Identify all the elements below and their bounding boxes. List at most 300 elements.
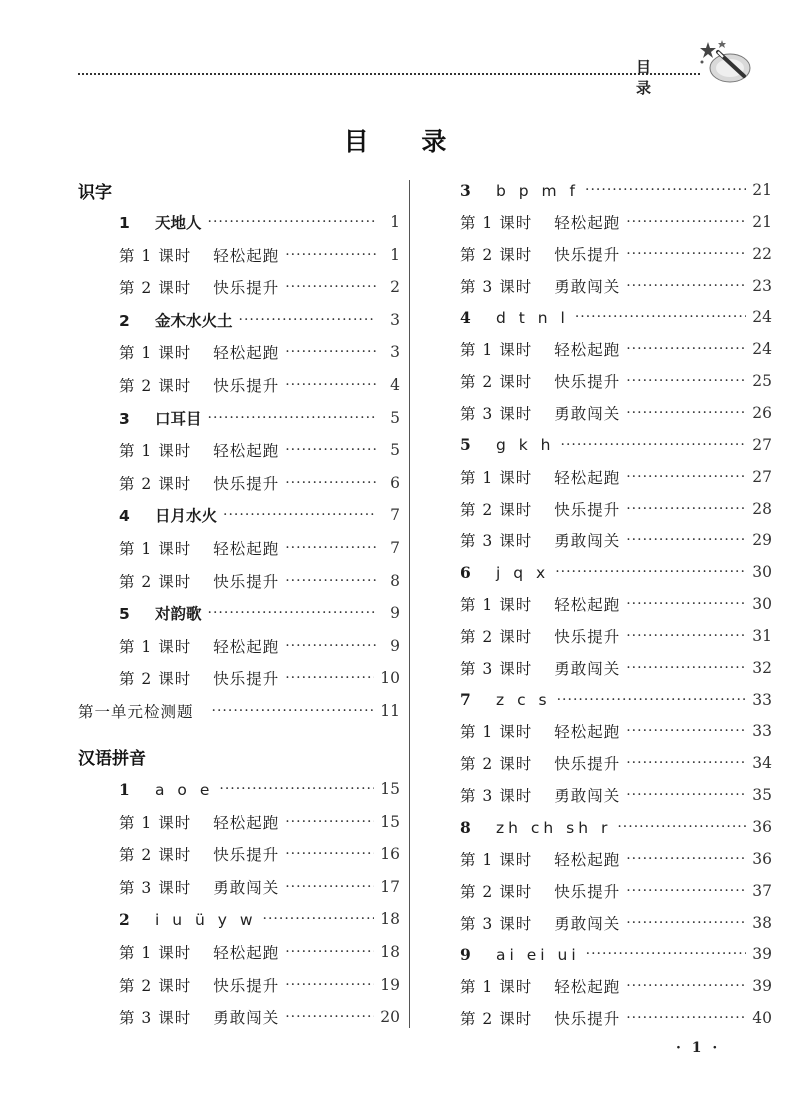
page-number: 11: [380, 702, 400, 720]
toc-lesson-label: [119, 276, 279, 298]
lesson-name: 轻松起跑: [554, 850, 621, 869]
toc-lesson-label: [460, 657, 620, 679]
lesson-name: 勇敢闯关: [554, 277, 621, 296]
toc-lesson[interactable]: [119, 340, 400, 364]
page-number: 24: [752, 308, 772, 327]
toc-lesson[interactable]: [460, 974, 772, 998]
lesson-name: 轻松起跑: [213, 944, 280, 962]
page-number: 17: [380, 877, 400, 896]
leader-dots: [285, 670, 374, 686]
toc-lesson[interactable]: [460, 242, 772, 266]
leader-dots: [285, 442, 376, 458]
lesson-name: 快乐提升: [213, 976, 280, 995]
lesson-number: 第 3 课时: [460, 277, 533, 296]
lesson-number: 第 2 课时: [460, 1010, 533, 1029]
lesson-name: 勇敢闯关: [554, 787, 621, 806]
lesson-number: 第 2 课时: [119, 670, 192, 689]
page-number: 7: [390, 506, 400, 525]
page-number: 26: [752, 403, 772, 422]
lesson-number: 第 2 课时: [119, 377, 192, 395]
toc-lesson-label: [119, 537, 279, 559]
toc-unit-test[interactable]: [78, 699, 400, 723]
footer-page-number: · 1 ·: [676, 1040, 721, 1056]
page-number: 27: [752, 467, 772, 486]
page-number: 20: [380, 1008, 400, 1027]
entry-number: 1: [119, 214, 130, 232]
lesson-number: 第 3 课时: [460, 532, 533, 551]
column-divider: [409, 180, 410, 1028]
entry-number: 2: [119, 909, 130, 929]
page-number: 40: [752, 1009, 772, 1028]
toc-lesson[interactable]: [119, 1005, 400, 1029]
lesson-number: 第 1 课时: [460, 596, 533, 615]
toc-lesson[interactable]: [460, 751, 772, 775]
page-number: 31: [752, 626, 772, 645]
page-number: 2: [390, 278, 400, 297]
page-number: 21: [752, 212, 772, 231]
page-number: 3: [390, 343, 400, 362]
entry-title: i u ü y w: [155, 910, 257, 929]
lesson-number: 第 1 课时: [119, 944, 192, 962]
entry-number: 2: [119, 311, 130, 330]
toc-lesson-label: [119, 876, 279, 898]
leader-dots: [208, 410, 376, 426]
entry-number: 1: [119, 779, 130, 799]
entry-title: ai ei ui: [496, 945, 580, 964]
toc-lesson-label: [460, 625, 620, 647]
leader-dots: [285, 279, 376, 295]
toc-lesson-label: [460, 1007, 620, 1029]
toc-lesson[interactable]: [460, 337, 772, 361]
toc-entry-label: [119, 780, 213, 799]
page-number: 15: [380, 812, 400, 831]
toc-entry-item[interactable]: [119, 503, 400, 527]
lesson-number: 第 2 课时: [460, 627, 533, 646]
toc-lesson[interactable]: [460, 1006, 772, 1030]
lesson-name: 勇敢闯关: [554, 532, 621, 551]
page-number: 9: [390, 636, 400, 655]
page-number: 6: [390, 473, 400, 492]
lesson-name: 轻松起跑: [213, 246, 280, 265]
leader-dots: [212, 703, 375, 719]
toc-lesson[interactable]: [119, 536, 400, 560]
toc-entry-label: [119, 309, 233, 331]
lesson-number: 第 2 课时: [119, 474, 192, 493]
lesson-name: 快乐提升: [554, 373, 621, 392]
toc-lesson[interactable]: [119, 875, 400, 899]
lesson-number: 第 1 课时: [119, 813, 192, 832]
lesson-name: 快乐提升: [554, 627, 621, 646]
entry-title: 口耳目: [155, 409, 202, 428]
toc-entry-item[interactable]: [119, 308, 400, 332]
leader-dots: [557, 692, 747, 708]
lesson-number: 第 1 课时: [119, 442, 192, 461]
page-number: 32: [752, 658, 772, 677]
page-number: 35: [752, 786, 772, 805]
page-number: 36: [752, 818, 772, 836]
header-label: 目 录: [636, 58, 664, 97]
leader-dots: [285, 344, 376, 360]
toc-lesson[interactable]: [119, 666, 400, 690]
toc-lesson-label: [119, 667, 279, 689]
entry-title: g k h: [496, 436, 555, 455]
toc-lesson-label: [119, 974, 279, 996]
page-number: 22: [752, 244, 772, 263]
entry-title: 日月水火: [155, 507, 218, 526]
lesson-number: 第 2 课时: [119, 976, 192, 995]
toc-lesson[interactable]: [460, 911, 772, 935]
entry-number: 7: [460, 690, 471, 710]
toc-lesson-label: [460, 402, 620, 424]
leader-dots: [285, 977, 374, 993]
toc-lesson[interactable]: [119, 471, 400, 495]
lesson-name: 快乐提升: [554, 245, 621, 264]
page-number: 39: [752, 977, 772, 996]
leader-dots: [285, 377, 376, 393]
toc-lesson-label: [460, 752, 620, 774]
lesson-name: 轻松起跑: [554, 341, 621, 360]
toc-lesson[interactable]: [460, 465, 772, 489]
leader-dots: [219, 781, 374, 797]
toc-lesson[interactable]: [460, 847, 772, 871]
entry-title: 金木水火土: [155, 311, 233, 330]
leader-dots: [626, 915, 746, 931]
lesson-number: 第 1 课时: [460, 723, 533, 742]
toc-entry-pinyin[interactable]: [119, 907, 400, 931]
toc-lesson[interactable]: [460, 719, 772, 743]
page-number: 30: [752, 595, 772, 614]
toc-lesson[interactable]: [460, 592, 772, 616]
leader-dots: [285, 814, 374, 830]
lesson-name: 轻松起跑: [554, 978, 621, 997]
page-number: 24: [752, 340, 772, 359]
toc-lesson-label: [119, 374, 279, 396]
toc-entry-label: [460, 435, 555, 454]
header-rule: [78, 73, 700, 75]
lesson-name: 勇敢闯关: [213, 878, 280, 897]
toc-lesson[interactable]: [119, 973, 400, 997]
toc-entry-label: [460, 308, 569, 327]
toc-entry-label: [460, 563, 549, 582]
lesson-number: 第 1 课时: [460, 978, 533, 997]
toc-lesson-label: [119, 244, 279, 266]
toc-lesson[interactable]: [119, 810, 400, 834]
page-number: 16: [380, 845, 400, 864]
toc-lesson[interactable]: [119, 243, 400, 267]
toc-lesson[interactable]: [460, 274, 772, 298]
leader-dots: [626, 214, 746, 230]
page-number: 18: [380, 943, 400, 961]
page-number: 27: [752, 435, 772, 454]
leader-dots: [285, 944, 374, 960]
toc-lesson-label: [119, 635, 279, 657]
page-number: 9: [390, 604, 400, 623]
toc-entry-label: [119, 407, 202, 429]
lesson-number: 第 1 课时: [460, 468, 533, 487]
page-number: 8: [390, 571, 400, 590]
entry-title: 天地人: [155, 214, 202, 232]
toc-lesson[interactable]: [460, 528, 772, 552]
toc-lesson-label: [119, 472, 279, 494]
toc-entry-pinyin[interactable]: [460, 815, 772, 839]
section-heading: 识字: [78, 183, 112, 203]
toc-lesson[interactable]: [119, 634, 400, 658]
leader-dots: [626, 532, 746, 548]
leader-dots: [626, 278, 746, 294]
entry-title: 对韵歌: [155, 605, 202, 624]
leader-dots: [626, 723, 746, 739]
lesson-number: 第 3 课时: [460, 659, 533, 678]
toc-lesson[interactable]: [119, 373, 400, 397]
leader-dots: [285, 247, 376, 263]
lesson-number: 第 2 课时: [460, 500, 533, 519]
page-number: 10: [380, 669, 400, 688]
page-number: 5: [390, 408, 400, 427]
page-number: 3: [390, 310, 400, 329]
toc-lesson-label: [460, 466, 620, 488]
toc-lesson-label: [460, 784, 620, 806]
toc-lesson-label: [119, 439, 279, 461]
leader-dots: [626, 501, 746, 517]
page-number: 4: [390, 376, 400, 394]
entry-number: 4: [460, 307, 471, 327]
toc-lesson-label: [460, 975, 620, 997]
entry-number: 5: [460, 435, 471, 455]
lesson-name: 快乐提升: [213, 377, 280, 395]
toc-lesson-label: [119, 1006, 279, 1028]
toc-lesson[interactable]: [119, 569, 400, 593]
entry-title: d t n l: [496, 308, 569, 327]
toc-entry-item[interactable]: [119, 406, 400, 430]
entry-number: 6: [460, 562, 471, 582]
lesson-name: 快乐提升: [213, 279, 280, 298]
leader-dots: [626, 341, 746, 357]
page-number: 7: [390, 539, 400, 557]
leader-dots: [285, 475, 376, 491]
lesson-name: 快乐提升: [554, 500, 621, 519]
toc-entry-pinyin[interactable]: [460, 305, 772, 329]
toc-entry-pinyin[interactable]: [460, 560, 772, 584]
toc-lesson[interactable]: [460, 656, 772, 680]
lesson-number: 第 3 课时: [460, 404, 533, 423]
page-number: 1: [390, 213, 400, 231]
toc-lesson[interactable]: [460, 401, 772, 425]
page-number: 15: [380, 780, 400, 798]
toc-lesson-label: [460, 370, 620, 392]
lesson-name: 快乐提升: [554, 755, 621, 774]
lesson-name: 快乐提升: [213, 474, 280, 493]
lesson-name: 快乐提升: [554, 1010, 621, 1029]
page-number: 19: [380, 975, 400, 994]
lesson-name: 轻松起跑: [213, 637, 280, 656]
page-number: 18: [380, 910, 400, 929]
leader-dots: [561, 437, 747, 453]
toc-lesson[interactable]: [460, 783, 772, 807]
lesson-number: 第 1 课时: [119, 246, 192, 265]
toc-entry-pinyin[interactable]: [119, 777, 400, 801]
leader-dots: [285, 846, 374, 862]
toc-unit-label: [78, 700, 194, 722]
toc-entry-item[interactable]: [119, 601, 400, 625]
leader-dots: [585, 182, 746, 198]
toc-lesson[interactable]: [119, 275, 400, 299]
page-number: 21: [752, 181, 772, 199]
toc-lesson[interactable]: [119, 842, 400, 866]
page-number: 25: [752, 372, 772, 391]
lesson-number: 第 2 课时: [460, 245, 533, 264]
page-number: 28: [752, 499, 772, 518]
leader-dots: [626, 755, 746, 771]
leader-dots: [223, 507, 376, 523]
lesson-number: 第 3 课时: [460, 787, 533, 806]
toc-lesson[interactable]: [119, 438, 400, 462]
lesson-name: 轻松起跑: [554, 213, 621, 232]
leader-dots: [263, 911, 375, 927]
toc-entry-pinyin[interactable]: [460, 178, 772, 202]
toc-lesson[interactable]: [460, 369, 772, 393]
toc-entry-label: [460, 818, 611, 837]
lesson-name: 轻松起跑: [554, 723, 621, 742]
toc-lesson[interactable]: [460, 624, 772, 648]
toc-entry-label: [460, 690, 551, 709]
lesson-name: 快乐提升: [213, 572, 280, 591]
toc-lesson-label: [119, 341, 279, 363]
toc-lesson[interactable]: [460, 210, 772, 234]
entry-number: 3: [460, 180, 471, 200]
toc-entry-pinyin[interactable]: [460, 688, 772, 712]
leader-dots: [239, 312, 376, 328]
toc-entry-label: [119, 602, 202, 624]
lesson-name: 快乐提升: [213, 670, 280, 689]
leader-dots: [555, 564, 746, 580]
toc-lesson-label: [460, 211, 620, 233]
lesson-name: 勇敢闯关: [213, 1009, 280, 1028]
leader-dots: [626, 978, 746, 994]
leader-dots: [626, 469, 746, 485]
toc-entry-pinyin[interactable]: [460, 942, 772, 966]
lesson-number: 第 2 课时: [460, 755, 533, 774]
toc-lesson-label: [460, 848, 620, 870]
toc-lesson[interactable]: [460, 879, 772, 903]
toc-lesson-label: [119, 811, 279, 833]
leader-dots: [626, 883, 746, 899]
page-number: 33: [752, 690, 772, 709]
leader-dots: [586, 946, 747, 962]
lesson-number: 第 1 课时: [460, 213, 533, 232]
entry-number: 9: [460, 944, 471, 964]
lesson-number: 第 1 课时: [119, 344, 192, 363]
toc-lesson-label: [460, 338, 620, 360]
page-number: 38: [752, 913, 772, 932]
leader-dots: [575, 309, 746, 325]
leader-dots: [285, 879, 374, 895]
toc-entry-label: [119, 504, 217, 526]
page-number: 1: [390, 245, 400, 264]
entry-number: 5: [119, 605, 130, 624]
toc-lesson-label: [460, 275, 620, 297]
lesson-number: 第 2 课时: [119, 846, 192, 865]
leader-dots: [626, 1010, 746, 1026]
lesson-name: 轻松起跑: [213, 813, 280, 832]
lesson-name: 轻松起跑: [213, 442, 280, 461]
toc-entry-pinyin[interactable]: [460, 433, 772, 457]
lesson-number: 第 3 课时: [460, 914, 533, 933]
toc-lesson-label: [119, 843, 279, 865]
toc-lesson-label: [119, 570, 279, 592]
lesson-name: 轻松起跑: [213, 540, 280, 558]
lesson-name: 轻松起跑: [213, 344, 280, 363]
page-number: 30: [752, 563, 772, 582]
lesson-name: 快乐提升: [213, 846, 280, 865]
lesson-number: 第 1 课时: [460, 341, 533, 360]
page-title: 目 录: [343, 127, 469, 156]
toc-lesson[interactable]: [460, 497, 772, 521]
leader-dots: [626, 787, 746, 803]
entry-number: 8: [460, 817, 471, 837]
lesson-number: 第 2 课时: [460, 373, 533, 392]
leader-dots: [285, 540, 376, 556]
page-number: 36: [752, 849, 772, 868]
lesson-name: 轻松起跑: [554, 468, 621, 487]
toc-lesson-label: [460, 912, 620, 934]
toc-lesson-label: [460, 720, 620, 742]
lesson-number: 第 1 课时: [460, 850, 533, 869]
lesson-name: 轻松起跑: [554, 596, 621, 615]
magic-wand-icon: [696, 38, 754, 84]
unit-title: 第一单元检测题: [78, 703, 194, 721]
entry-title: zh ch sh r: [496, 818, 612, 837]
toc-lesson[interactable]: [119, 940, 400, 964]
page-number: 34: [752, 754, 772, 773]
entry-number: 4: [119, 507, 130, 526]
entry-title: z c s: [496, 691, 551, 710]
entry-title: j q x: [496, 563, 550, 582]
leader-dots: [208, 605, 376, 621]
page-number: 29: [752, 531, 772, 550]
lesson-number: 第 2 课时: [460, 882, 533, 901]
leader-dots: [626, 660, 746, 676]
toc-lesson-label: [460, 880, 620, 902]
toc-lesson-label: [460, 243, 620, 265]
lesson-number: 第 3 课时: [119, 1009, 192, 1028]
page-number: 23: [752, 276, 772, 295]
lesson-number: 第 2 课时: [119, 279, 192, 298]
lesson-number: 第 3 课时: [119, 878, 192, 897]
entry-title: b p m f: [496, 181, 580, 200]
toc-lesson-label: [460, 593, 620, 615]
entry-number: 3: [119, 409, 130, 428]
leader-dots: [626, 628, 746, 644]
toc-lesson-label: [119, 941, 279, 963]
page-number: 33: [752, 722, 772, 741]
leader-dots: [626, 373, 746, 389]
lesson-name: 快乐提升: [554, 882, 621, 901]
toc-entry-item[interactable]: [119, 210, 400, 234]
leader-dots: [626, 851, 746, 867]
section-heading: 汉语拼音: [78, 749, 146, 769]
leader-dots: [208, 214, 376, 230]
lesson-number: 第 2 课时: [119, 572, 192, 591]
lesson-name: 勇敢闯关: [554, 404, 621, 423]
leader-dots: [285, 573, 376, 589]
lesson-number: 第 1 课时: [119, 637, 192, 656]
toc-entry-label: [119, 910, 257, 929]
lesson-name: 勇敢闯关: [554, 659, 621, 678]
toc-lesson-label: [460, 498, 620, 520]
toc-entry-label: [460, 945, 580, 964]
leader-dots: [626, 246, 746, 262]
leader-dots: [626, 405, 746, 421]
